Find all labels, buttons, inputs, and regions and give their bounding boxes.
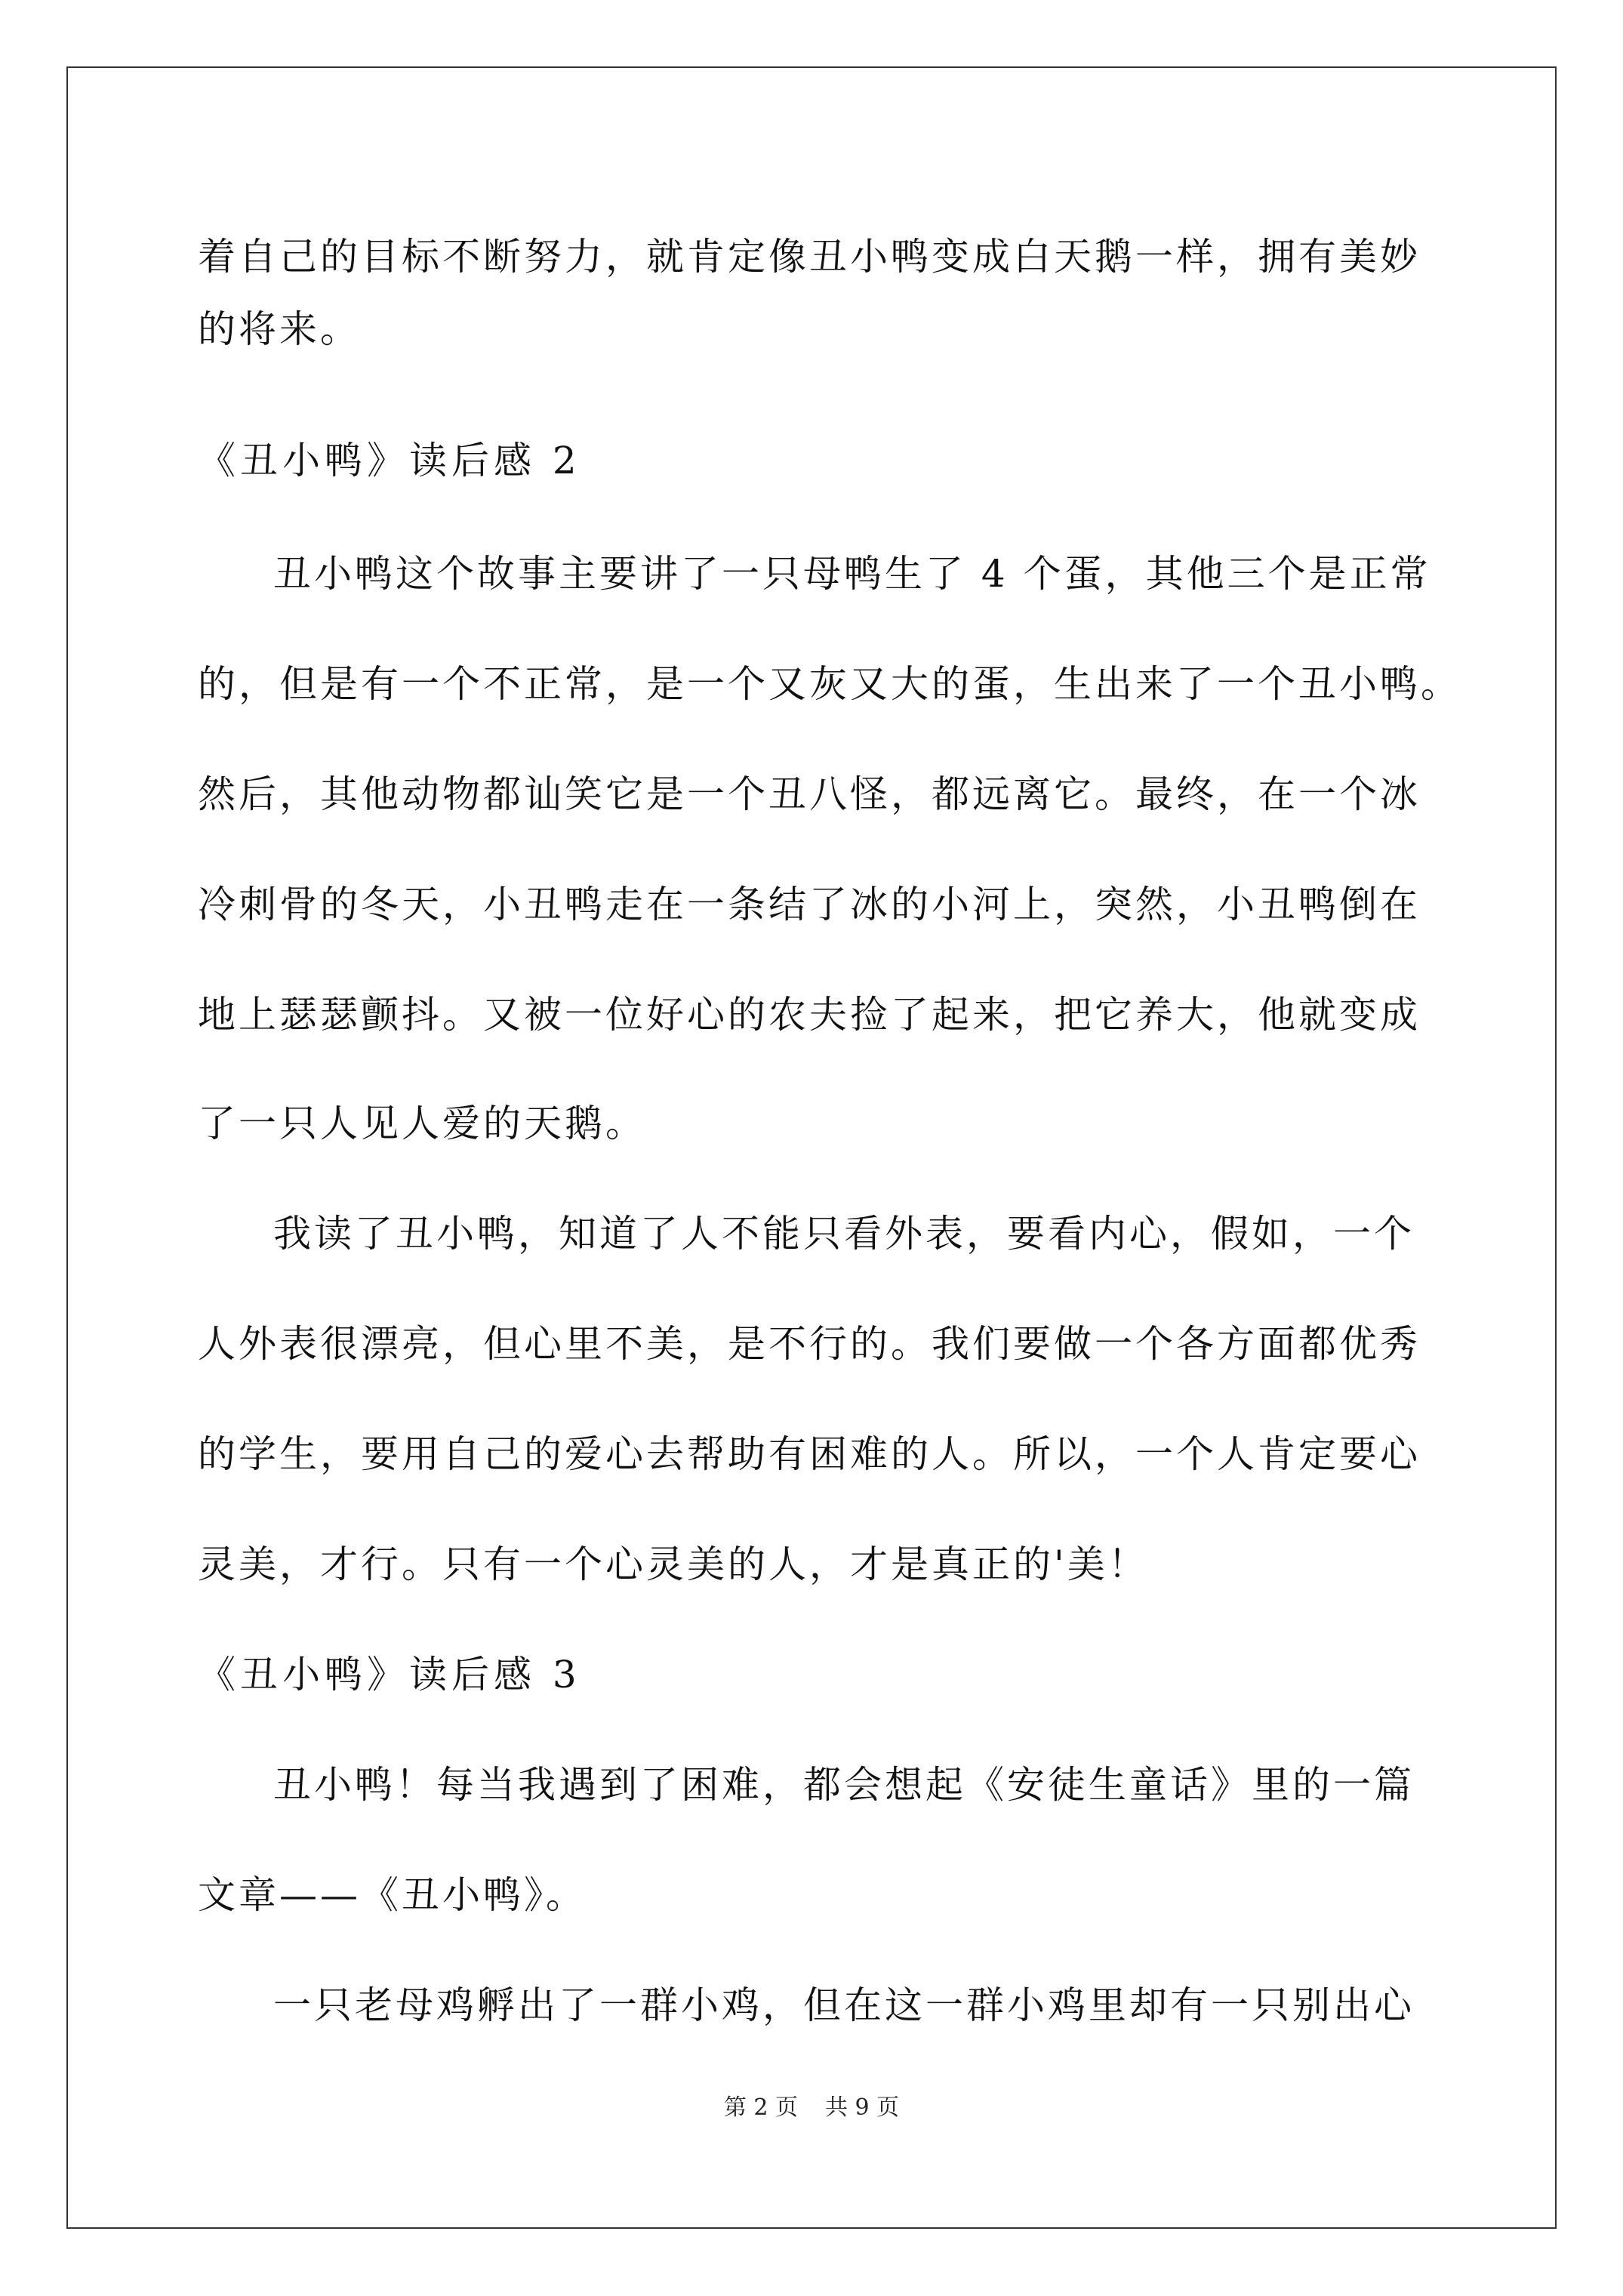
page-total: 共 9 页: [825, 2094, 900, 2121]
paragraph-line: 然后，其他动物都讪笑它是一个丑八怪，都远离它。最终，在一个冰: [198, 772, 1421, 816]
paragraph-line: 的，但是有一个不正常，是一个又灰又大的蛋，生出来了一个丑小鸭。: [198, 662, 1461, 706]
paragraph-line: 一只老母鸡孵出了一群小鸡，但在这一群小鸡里却有一只别出心: [273, 1983, 1415, 2027]
paragraph-line: 的学生，要用自己的爱心去帮助有困难的人。所以，一个人肯定要心: [198, 1432, 1421, 1476]
page-number: 第 2 页: [723, 2094, 798, 2121]
paragraph-line: 丑小鸭这个故事主要讲了一只母鸭生了 4 个蛋，其他三个是正常: [273, 552, 1431, 596]
paragraph-line: 文章——《丑小鸭》。: [198, 1873, 587, 1917]
paragraph-line: 丑小鸭！每当我遇到了困难，都会想起《安徒生童话》里的一篇: [273, 1763, 1415, 1807]
paragraph-line: 着自己的目标不断努力，就肯定像丑小鸭变成白天鹅一样，拥有美妙: [198, 235, 1421, 279]
page-footer: [0, 2093, 1623, 2123]
paragraph-line: 我读了丑小鸭，知道了人不能只看外表，要看内心，假如，一个: [273, 1212, 1415, 1256]
paragraph-line: 地上瑟瑟颤抖。又被一位好心的农夫捡了起来，把它养大，他就变成: [198, 993, 1421, 1037]
paragraph-line: 的将来。: [198, 307, 361, 351]
paragraph-line: 了一只人见人爱的天鹅。: [198, 1102, 646, 1145]
section-heading: 《丑小鸭》读后感 2: [198, 439, 581, 482]
paragraph-line: 冷刺骨的冬天，小丑鸭走在一条结了冰的小河上，突然，小丑鸭倒在: [198, 883, 1421, 926]
paragraph-line: 人外表很漂亮，但心里不美，是不行的。我们要做一个各方面都优秀: [198, 1322, 1421, 1366]
paragraph-line: 灵美，才行。只有一个心灵美的人，才是真正的'美！: [198, 1542, 1149, 1586]
section-heading: 《丑小鸭》读后感 3: [198, 1653, 581, 1697]
